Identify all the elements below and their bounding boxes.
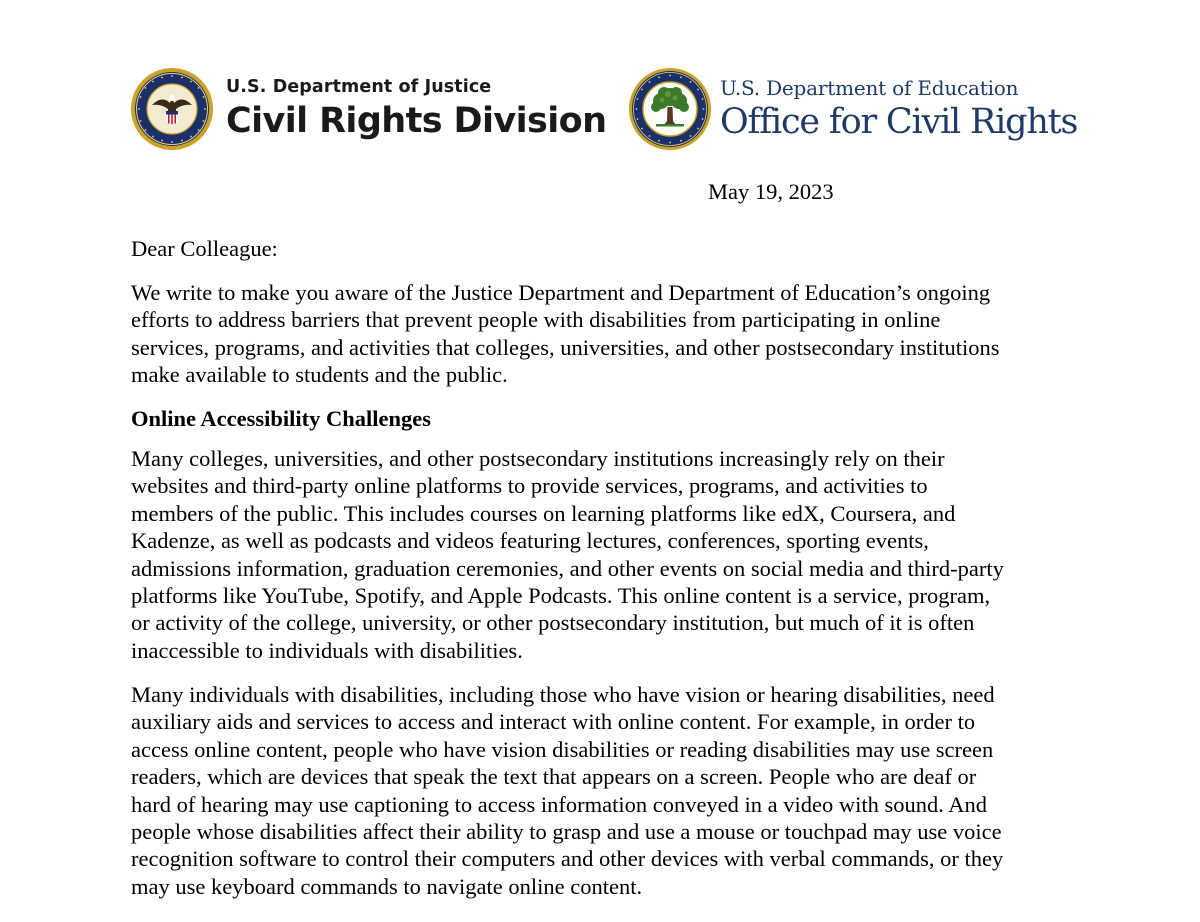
ed-seal-icon: [628, 67, 712, 151]
paragraph-line: websites and third-party online platforms to provide services, programs, and activities to: [131, 473, 928, 499]
paragraph-line: auxiliary aids and services to access and interact with online content. For example, in order to: [131, 709, 976, 735]
paragraph-line: admissions information, graduation ceremonies, and other events on social media and third-party: [131, 555, 1004, 581]
paragraph-line: recognition software to control their computers and other devices with verbal commands, or they: [131, 846, 1004, 872]
paragraph-line: We write to make you aware of the Justice Department and Department of Education’s ongoing: [131, 280, 991, 305]
paragraph-line: people whose disabilities affect their ability to grasp and use a mouse or touchpad may use voice: [131, 819, 1002, 845]
salutation: Dear Colleague:: [131, 236, 278, 261]
paragraph-line: members of the public. This includes courses on learning platforms like edX, Coursera, and: [131, 500, 956, 526]
paragraph-line: Many individuals with disabilities, including those who have vision or hearing disabilities, need: [131, 682, 995, 707]
paragraph-line: may use keyboard commands to navigate online content.: [131, 873, 643, 899]
ed-title: Office for Civil Rights: [720, 102, 1078, 142]
paragraph-line: readers, which are devices that speak the text that appears on a screen. People who are deaf or: [131, 764, 977, 790]
letter-date: May 19, 2023: [708, 179, 834, 204]
paragraph-line: access online content, people who have vision disabilities or reading disabilities may use screen: [131, 736, 994, 762]
paragraph-line: hard of hearing may use captioning to access information conveyed in a video with sound. And: [131, 791, 988, 817]
ed-wordmark: [720, 76, 1077, 142]
paragraph-line: or activity of the college, university, or other postsecondary institution, but much of it is often: [131, 610, 975, 636]
challenges-paragraph: [131, 445, 1071, 664]
doj-seal-icon: [130, 67, 214, 151]
ed-subtitle: U.S. Department of Education: [720, 76, 1019, 100]
paragraph-line: inaccessible to individuals with disabilities.: [131, 637, 523, 663]
auxiliary-aids-paragraph: [131, 681, 1071, 900]
paragraph-line: make available to students and the public.: [131, 362, 508, 388]
section-heading: Online Accessibility Challenges: [131, 406, 432, 431]
doj-title: Civil Rights Division: [226, 101, 607, 141]
paragraph-line: platforms like YouTube, Spotify, and Apple Podcasts. This online content is a service, program,: [131, 583, 991, 609]
paragraph-line: Kadenze, as well as podcasts and videos featuring lectures, conferences, sporting events,: [131, 528, 929, 554]
paragraph-line: efforts to address barriers that prevent people with disabilities from participating in online: [131, 307, 941, 333]
intro-paragraph: [131, 279, 1071, 389]
doj-wordmark: [226, 76, 606, 141]
doj-subtitle: U.S. Department of Justice: [226, 77, 492, 97]
paragraph-line: services, programs, and activities that colleges, universities, and other postsecondary institutions: [131, 334, 1000, 360]
paragraph-line: Many colleges, universities, and other postsecondary institutions increasingly rely on their: [131, 446, 945, 471]
